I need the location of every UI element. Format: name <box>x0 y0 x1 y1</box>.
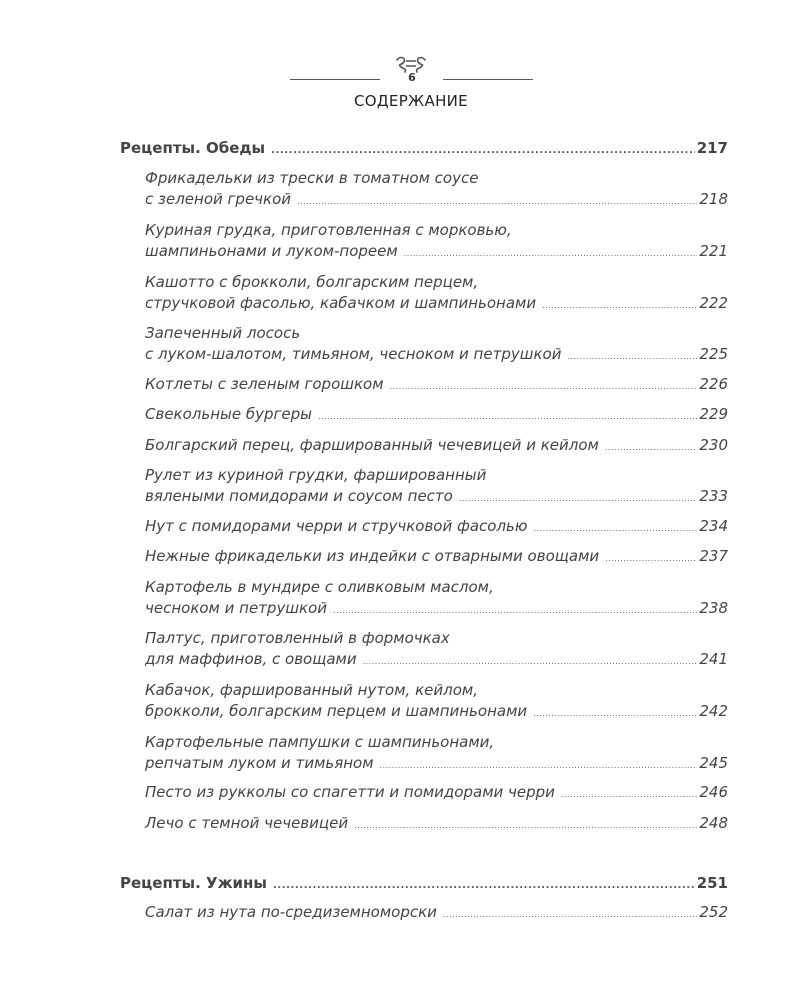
dot-leader <box>443 904 697 925</box>
dot-leader <box>561 784 697 805</box>
entry-title: Песто из рукколы со спагетти и помидорами черри <box>145 783 555 801</box>
toc-entry[interactable] <box>145 435 728 458</box>
entry-title: Нут с помидорами черри и стручковой фасолью <box>145 517 528 535</box>
entry-page: 222 <box>699 294 728 312</box>
toc-entry[interactable] <box>145 680 728 724</box>
entry-page: 225 <box>699 345 728 363</box>
entry-title-line2: чесноком и петрушкой <box>145 599 328 617</box>
toc-entry[interactable] <box>145 374 728 397</box>
dot-leader <box>567 346 697 367</box>
entry-page: 252 <box>699 903 728 921</box>
entry-title-line2: вялеными помидорами и соусом песто <box>145 487 453 505</box>
entry-page: 237 <box>699 547 728 565</box>
toc-entry[interactable] <box>145 732 728 776</box>
entry-page: 246 <box>699 783 728 801</box>
entry-title: Болгарский перец, фаршированный чечевицей и кейлом <box>145 436 599 454</box>
dot-leader <box>297 191 697 212</box>
entry-title-line1: Куриная грудка, приготовленная с морковью, <box>145 221 512 239</box>
entry-title-line1: Картофельные пампушки с шампиньонами, <box>145 733 495 751</box>
entry-title-line2: с луком-шалотом, тимьяном, чесноком и петрушкой <box>145 345 562 363</box>
entry-page: 241 <box>699 650 728 668</box>
entry-page: 242 <box>699 702 728 720</box>
header-rule-left <box>290 79 380 80</box>
entry-title: Нежные фрикадельки из индейки с отварными овощами <box>145 547 600 565</box>
dot-leader <box>534 518 698 539</box>
entry-title-line1: Запеченный лосось <box>145 324 301 342</box>
entry-title: Лечо с темной чечевицей <box>145 814 349 832</box>
dot-leader <box>273 880 695 891</box>
toc-entry[interactable] <box>145 272 728 316</box>
entry-page: 229 <box>699 405 728 423</box>
section-page: 217 <box>696 139 728 157</box>
section-title: Рецепты. Обеды <box>120 139 266 157</box>
entry-title-line2: для маффинов, с овощами <box>145 650 357 668</box>
toc-entry[interactable] <box>145 465 728 509</box>
toc-entry[interactable] <box>145 516 728 539</box>
section-page: 251 <box>696 874 728 892</box>
entry-title-line2: стручковой фасолью, кабачком и шампиньонами <box>145 294 537 312</box>
entry-page: 233 <box>699 487 728 505</box>
entry-page: 218 <box>699 190 728 208</box>
toc-entry[interactable] <box>145 902 728 925</box>
entry-page: 221 <box>699 242 728 260</box>
dot-leader <box>605 548 697 569</box>
entry-page: 248 <box>699 814 728 832</box>
entry-title-line2: с зеленой гречкой <box>145 190 292 208</box>
entry-title-line1: Палтус, приготовленный в формочках <box>145 629 450 647</box>
entry-title-line1: Кашотто с брокколи, болгарским перцем, <box>145 273 479 291</box>
toc-entry[interactable] <box>145 813 728 836</box>
dot-leader <box>318 406 697 427</box>
dot-leader <box>271 145 695 156</box>
dot-leader <box>404 243 698 264</box>
entry-page: 234 <box>699 517 728 535</box>
dot-leader <box>363 651 698 672</box>
page-number: 6 <box>408 71 416 84</box>
toc-section-dinner[interactable] <box>120 874 728 892</box>
toc-entry[interactable] <box>145 546 728 569</box>
header-rule-right <box>443 79 533 80</box>
entry-title-line1: Картофель в мундире с оливковым маслом, <box>145 578 494 596</box>
dot-leader <box>542 295 697 316</box>
toc-entry[interactable] <box>145 220 728 264</box>
dot-leader <box>605 437 698 458</box>
dot-leader <box>333 600 697 621</box>
entry-title-line1: Кабачок, фаршированный нутом, кейлом, <box>145 681 478 699</box>
entry-title-line2: брокколи, болгарским перцем и шампиньонами <box>145 702 528 720</box>
entry-title-line1: Рулет из куриной грудки, фаршированный <box>145 466 487 484</box>
entry-page: 245 <box>699 754 728 772</box>
toc-entry[interactable] <box>145 323 728 367</box>
toc-entry[interactable] <box>145 168 728 212</box>
toc-entry[interactable] <box>145 577 728 621</box>
dot-leader <box>354 815 697 836</box>
dot-leader <box>459 488 698 509</box>
dot-leader <box>380 755 698 776</box>
entry-title: Свекольные бургеры <box>145 405 312 423</box>
entry-title-line2: шампиньонами и луком-пореем <box>145 242 398 260</box>
entry-title: Салат из нута по-средиземноморски <box>145 903 437 921</box>
entry-page: 230 <box>699 436 728 454</box>
entry-title-line1: Фрикадельки из трески в томатном соусе <box>145 169 479 187</box>
toc-entry[interactable] <box>145 782 728 805</box>
page-header <box>0 50 800 120</box>
dot-leader <box>533 703 697 724</box>
page-title: СОДЕРЖАНИЕ <box>354 92 468 110</box>
toc-entry[interactable] <box>145 628 728 672</box>
entry-title: Котлеты с зеленым горошком <box>145 375 384 393</box>
entry-page: 226 <box>699 375 728 393</box>
dot-leader <box>390 376 698 397</box>
entry-page: 238 <box>699 599 728 617</box>
toc-section-lunch[interactable] <box>120 139 728 157</box>
section-title: Рецепты. Ужины <box>120 874 267 892</box>
toc-entry[interactable] <box>145 404 728 427</box>
entry-title-line2: репчатым луком и тимьяном <box>145 754 374 772</box>
